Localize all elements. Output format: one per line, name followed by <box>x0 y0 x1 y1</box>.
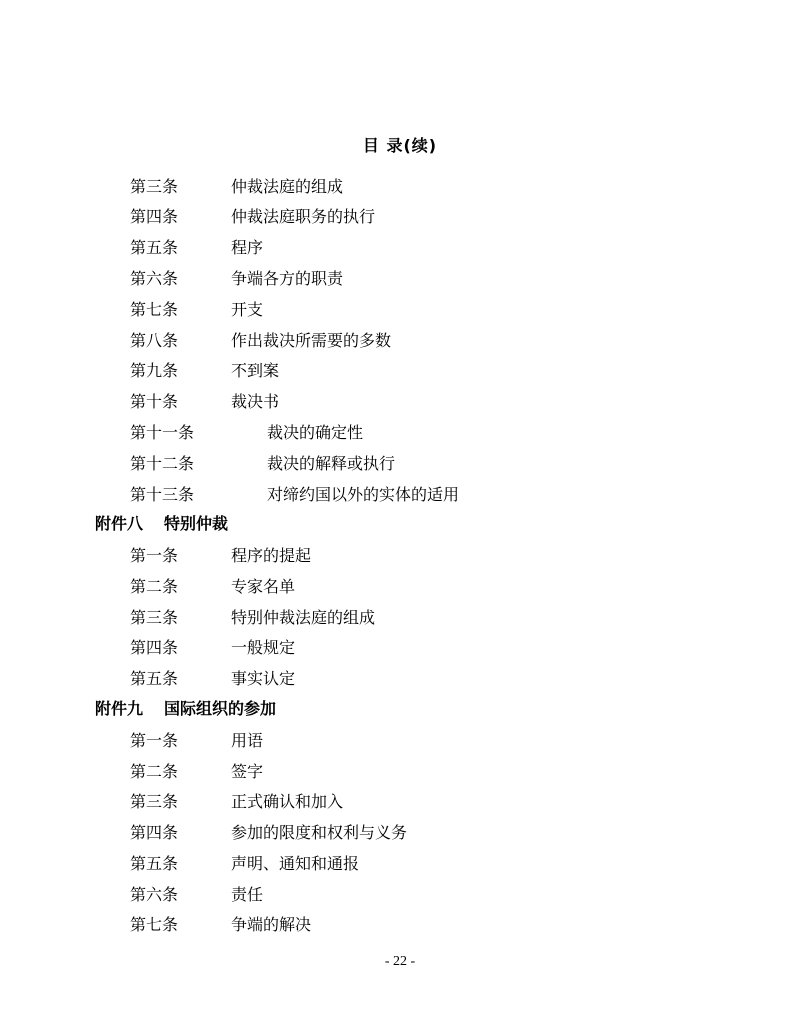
toc-row <box>0 790 800 814</box>
article-title: 签字 <box>231 762 264 781</box>
toc-row <box>0 913 800 937</box>
article-number: 第六条 <box>130 269 179 288</box>
article-number: 第四条 <box>130 823 179 842</box>
article-number: 第十二条 <box>130 454 195 473</box>
toc-row <box>0 760 800 784</box>
toc-row <box>0 175 800 199</box>
toc-row <box>0 852 800 876</box>
article-title: 用语 <box>231 731 264 750</box>
toc-row <box>0 452 800 476</box>
article-title: 仲裁法庭的组成 <box>231 177 344 196</box>
article-number: 第四条 <box>130 207 179 226</box>
article-title: 声明、通知和通报 <box>231 854 360 873</box>
article-number: 第四条 <box>130 638 179 657</box>
toc-row <box>0 298 800 322</box>
article-number: 第三条 <box>130 792 179 811</box>
article-title: 程序的提起 <box>231 546 312 565</box>
article-number: 第五条 <box>130 238 179 257</box>
toc-row <box>0 544 800 568</box>
toc-row <box>0 575 800 599</box>
article-title: 裁决的确定性 <box>267 423 364 442</box>
article-number: 第三条 <box>130 608 179 627</box>
toc-row <box>0 729 800 753</box>
article-title: 对缔约国以外的实体的适用 <box>267 485 460 504</box>
article-title: 不到案 <box>231 361 280 380</box>
article-number: 第七条 <box>130 915 179 934</box>
toc-row <box>0 421 800 445</box>
toc-row <box>0 667 800 691</box>
article-title: 仲裁法庭职务的执行 <box>231 207 376 226</box>
article-number: 第二条 <box>130 577 179 596</box>
article-title: 正式确认和加入 <box>231 792 344 811</box>
annex-title: 国际组织的参加 <box>164 699 277 718</box>
article-number: 第七条 <box>130 300 179 319</box>
toc-row <box>0 390 800 414</box>
article-title: 专家名单 <box>231 577 296 596</box>
toc-row <box>0 329 800 353</box>
article-title: 争端的解决 <box>231 915 312 934</box>
page-number: - 22 - <box>384 954 416 969</box>
article-number: 第六条 <box>130 885 179 904</box>
article-title: 一般规定 <box>231 638 296 657</box>
article-title: 程序 <box>231 238 264 257</box>
annex-number: 附件九 <box>95 699 144 718</box>
article-number: 第五条 <box>130 669 179 688</box>
toc-row <box>0 205 800 229</box>
toc-row <box>0 606 800 630</box>
article-number: 第十一条 <box>130 423 195 442</box>
toc-row <box>0 483 800 507</box>
page-title: 目 录(续) <box>362 136 438 155</box>
article-number: 第八条 <box>130 331 179 350</box>
annex-title: 特别仲裁 <box>164 514 229 533</box>
article-number: 第一条 <box>130 731 179 750</box>
annex-number: 附件八 <box>95 514 144 533</box>
article-number: 第二条 <box>130 762 179 781</box>
annex-heading <box>95 512 228 536</box>
article-number: 第十三条 <box>130 485 195 504</box>
article-title: 责任 <box>231 885 264 904</box>
toc-row <box>0 359 800 383</box>
article-title: 参加的限度和权利与义务 <box>231 823 408 842</box>
article-title: 开支 <box>231 300 264 319</box>
article-number: 第五条 <box>130 854 179 873</box>
article-number: 第一条 <box>130 546 179 565</box>
article-number: 第九条 <box>130 361 179 380</box>
toc-row <box>0 883 800 907</box>
toc-row <box>0 267 800 291</box>
article-title: 争端各方的职责 <box>231 269 344 288</box>
toc-row <box>0 821 800 845</box>
article-title: 裁决书 <box>231 392 280 411</box>
article-title: 事实认定 <box>231 669 296 688</box>
toc-row <box>0 636 800 660</box>
annex-heading <box>95 697 276 721</box>
article-title: 特别仲裁法庭的组成 <box>231 608 376 627</box>
toc-row <box>0 236 800 260</box>
article-number: 第三条 <box>130 177 179 196</box>
article-title: 裁决的解释或执行 <box>267 454 396 473</box>
article-number: 第十条 <box>130 392 179 411</box>
article-title: 作出裁决所需要的多数 <box>231 331 392 350</box>
